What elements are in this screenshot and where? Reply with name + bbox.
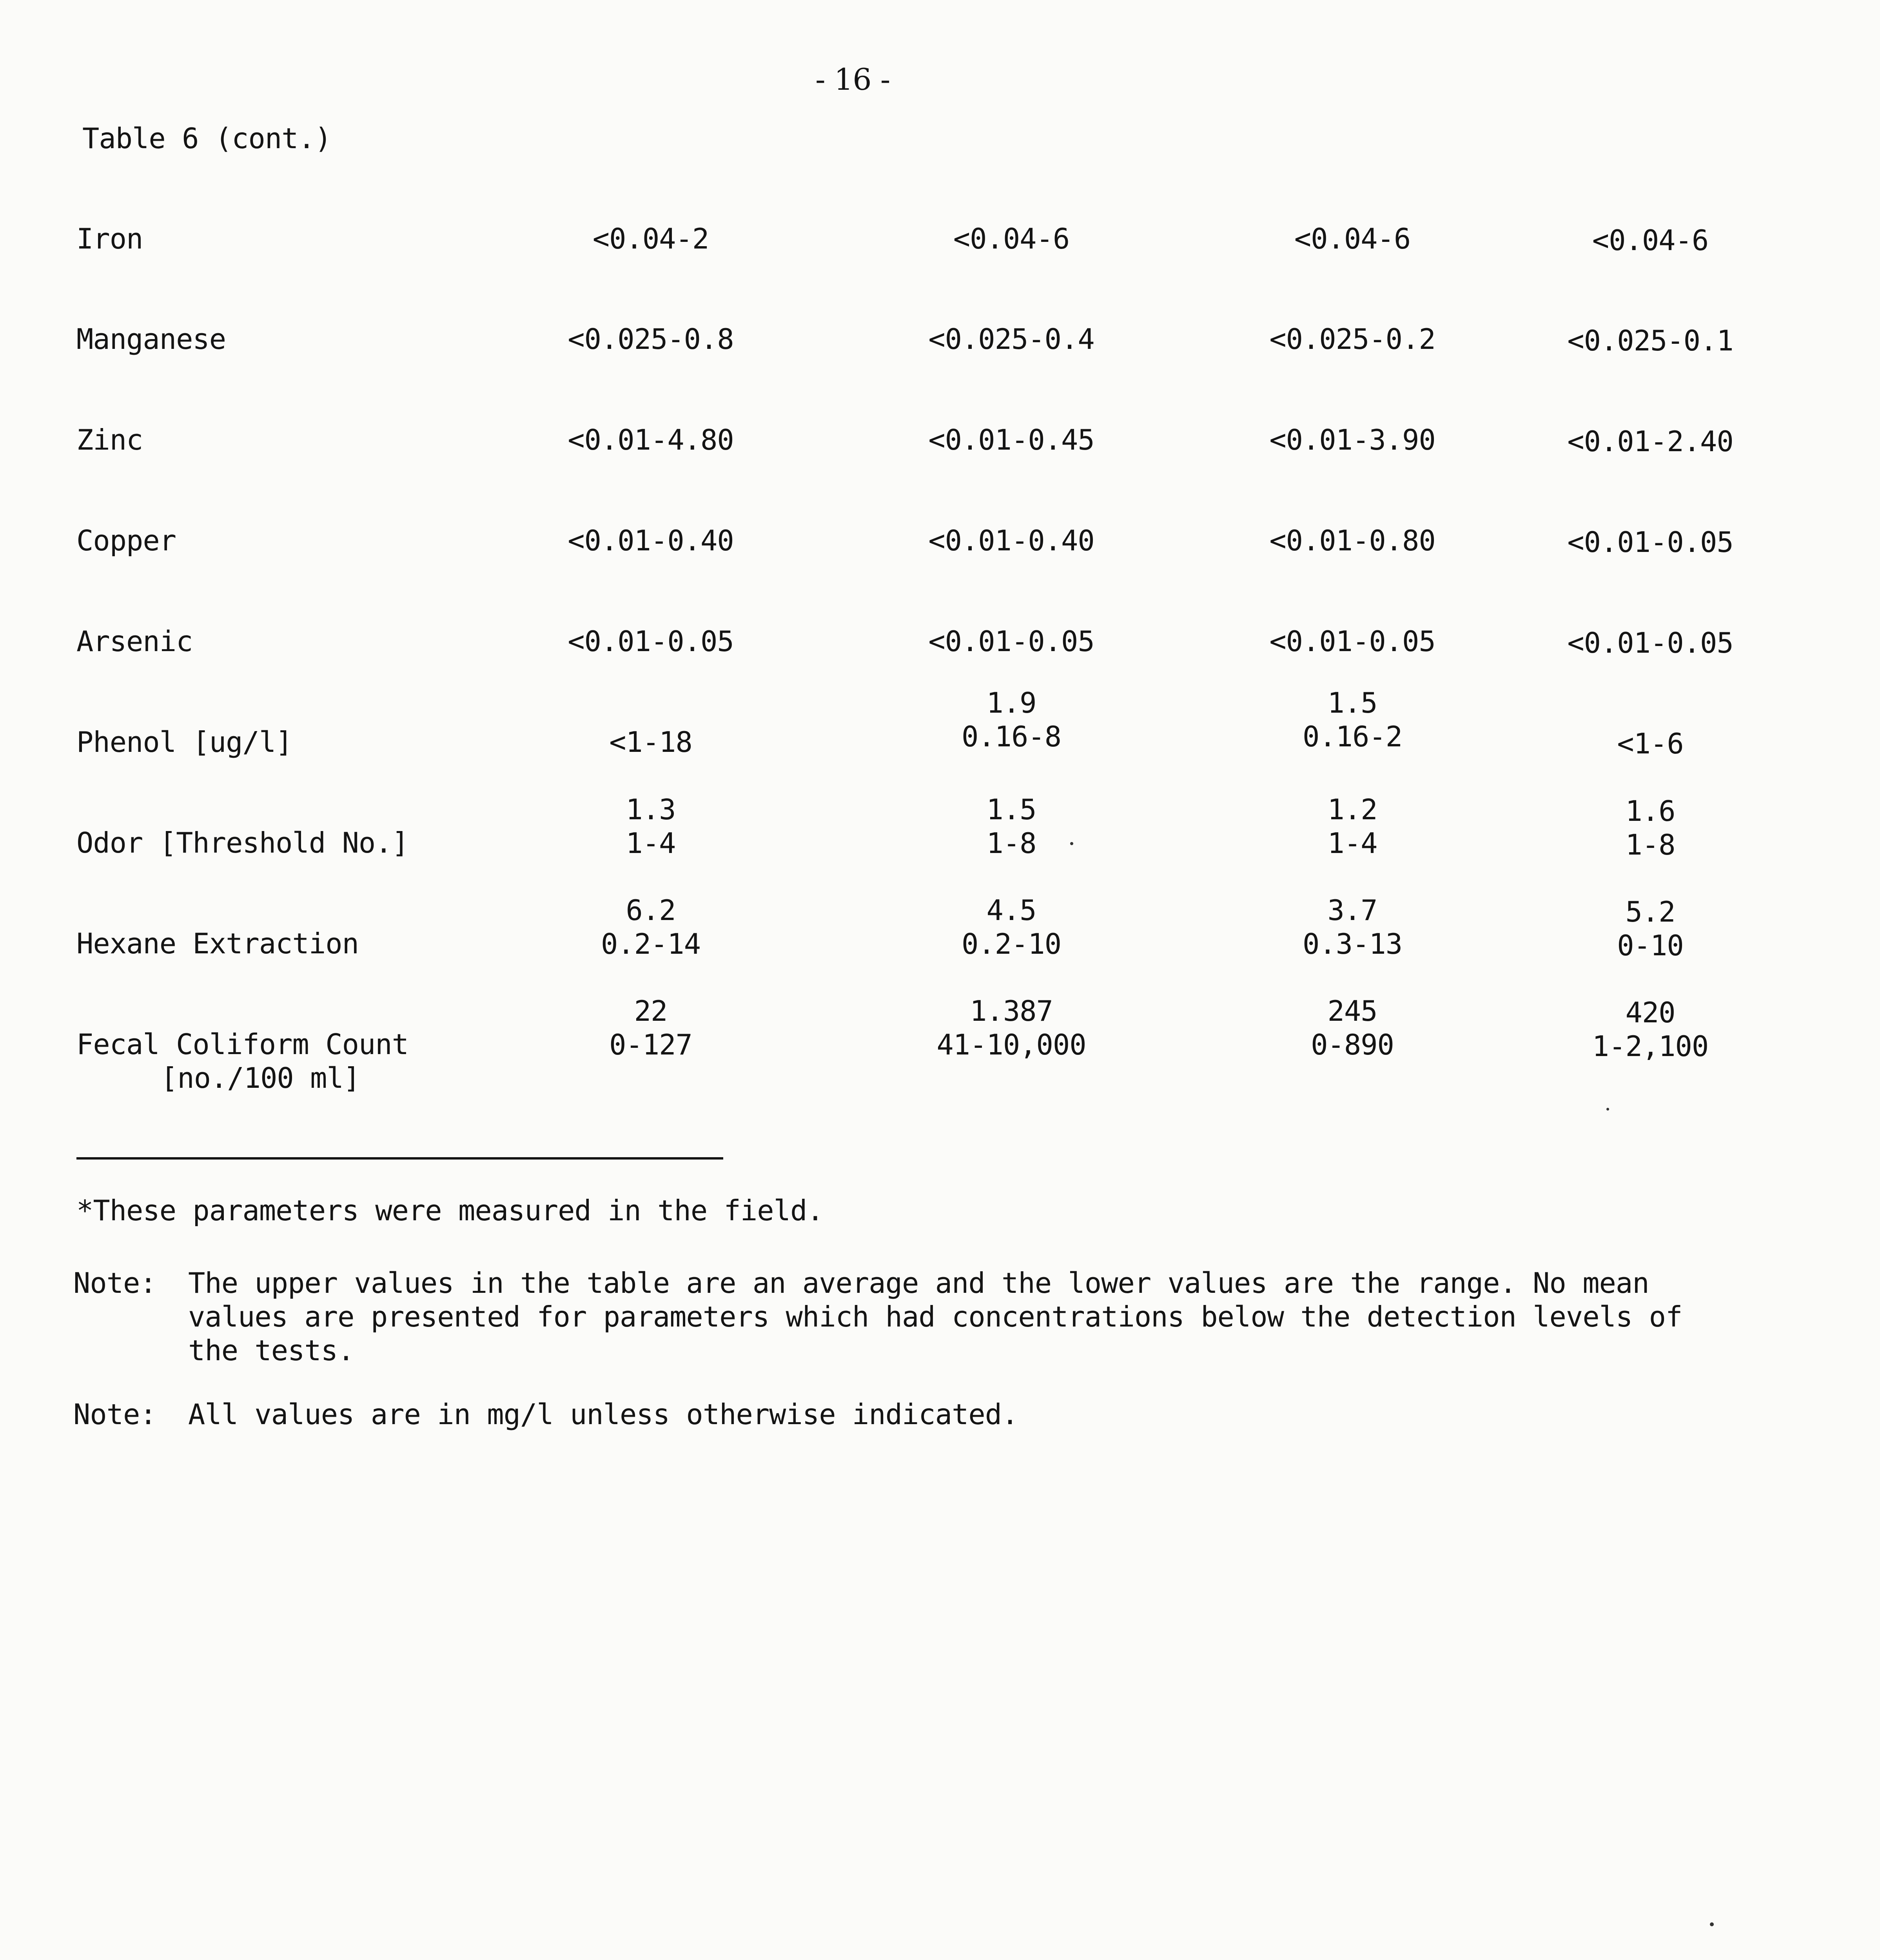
cell-odor-col2-range: 1-8 <box>986 827 1036 860</box>
cell-copper-col2: <0.01-0.40 <box>928 524 1094 557</box>
cell-copper-col3: <0.01-0.80 <box>1269 524 1435 557</box>
cell-hexane-col3 <box>1235 893 1470 961</box>
param-hexane-extraction: Hexane Extraction <box>76 927 359 960</box>
cell-odor-col4 <box>1533 794 1768 862</box>
cell-phenol-col1 <box>533 725 768 759</box>
note-text-1: The upper values in the table are an average and the lower values are the range. No mean values are presented for parameters which had concentrations below the detection levels of the tests. <box>188 1267 1682 1367</box>
cell-phenol-col3-range: 0.16-2 <box>1302 720 1403 753</box>
cell-hexane-col4 <box>1533 895 1768 962</box>
cell-fecal-col3 <box>1235 994 1470 1062</box>
param-copper: Copper <box>76 524 176 557</box>
param-fecal-coliform-unit: [no./100 ml] <box>161 1062 360 1094</box>
cell-arsenic-col1: <0.01-0.05 <box>568 625 734 658</box>
cell-hexane-col1-mean: 6.2 <box>626 894 676 927</box>
cell-zinc-col3: <0.01-3.90 <box>1269 423 1435 456</box>
note-label-1: Note: <box>73 1267 156 1299</box>
cell-fecal-col3-range: 0-890 <box>1311 1028 1394 1061</box>
cell-fecal-col2-range: 41-10,000 <box>936 1028 1086 1061</box>
page-number: - 16 - <box>815 62 890 97</box>
cell-arsenic-col2: <0.01-0.05 <box>928 625 1094 658</box>
cell-fecal-col1-range: 0-127 <box>609 1028 692 1061</box>
cell-odor-col3-range: 1-4 <box>1327 827 1377 860</box>
cell-zinc-col4: <0.01-2.40 <box>1567 425 1733 458</box>
cell-manganese-col4: <0.025-0.1 <box>1567 324 1733 357</box>
cell-odor-col4-range: 1-8 <box>1625 828 1675 861</box>
cell-arsenic-col4: <0.01-0.05 <box>1567 626 1733 659</box>
note-label-2: Note: <box>73 1398 156 1431</box>
cell-phenol-col3-mean: 1.5 <box>1327 686 1377 719</box>
param-phenol: Phenol [ug/l] <box>76 726 292 759</box>
cell-hexane-col2-range: 0.2-10 <box>961 927 1062 960</box>
cell-fecal-col4 <box>1533 996 1768 1063</box>
cell-phenol-col2-range: 0.16-8 <box>961 720 1062 753</box>
cell-fecal-col1-mean: 22 <box>634 995 668 1027</box>
cell-phenol-col3 <box>1235 686 1470 753</box>
cell-hexane-col2 <box>894 893 1129 961</box>
cell-fecal-col4-mean: 420 <box>1625 996 1675 1029</box>
param-iron: Iron <box>76 222 143 255</box>
cell-phenol-col4-range: <1-6 <box>1617 727 1684 760</box>
cell-iron-col3: <0.04-6 <box>1294 222 1411 255</box>
cell-odor-col3-mean: 1.2 <box>1327 793 1377 826</box>
scan-speck <box>1606 1108 1609 1111</box>
cell-copper-col1: <0.01-0.40 <box>568 524 734 557</box>
param-odor: Odor [Threshold No.] <box>76 826 408 859</box>
cell-odor-col2 <box>894 793 1129 860</box>
cell-hexane-col1-range: 0.2-14 <box>601 927 701 960</box>
param-zinc: Zinc <box>76 423 143 456</box>
cell-phenol-col2 <box>894 686 1129 753</box>
cell-hexane-col3-mean: 3.7 <box>1327 894 1377 927</box>
scan-speck <box>1710 1922 1714 1926</box>
cell-manganese-col3: <0.025-0.2 <box>1269 323 1435 356</box>
cell-hexane-col3-range: 0.3-13 <box>1302 927 1403 960</box>
cell-odor-col4-mean: 1.6 <box>1625 795 1675 828</box>
cell-odor-col1-range: 1-4 <box>626 827 676 860</box>
cell-zinc-col2: <0.01-0.45 <box>928 423 1094 456</box>
cell-copper-col4: <0.01-0.05 <box>1567 526 1733 559</box>
cell-iron-col1: <0.04-2 <box>592 222 709 255</box>
table-caption: Table 6 (cont.) <box>82 122 332 155</box>
cell-odor-col3 <box>1235 793 1470 860</box>
cell-hexane-col4-range: 0-10 <box>1617 929 1684 962</box>
cell-iron-col4: <0.04-6 <box>1592 224 1709 257</box>
cell-phenol-col4 <box>1533 727 1768 760</box>
param-arsenic: Arsenic <box>76 625 193 658</box>
cell-manganese-col2: <0.025-0.4 <box>928 323 1094 356</box>
note-text-2: All values are in mg/l unless otherwise indicated. <box>188 1398 1018 1431</box>
footnote-rule <box>76 1157 723 1160</box>
footnote-field-measured: *These parameters were measured in the field. <box>76 1194 824 1227</box>
cell-fecal-col3-mean: 245 <box>1327 995 1377 1027</box>
cell-hexane-col4-mean: 5.2 <box>1625 895 1675 928</box>
cell-odor-col1-mean: 1.3 <box>626 793 676 826</box>
cell-hexane-col1 <box>533 893 768 961</box>
cell-hexane-col2-mean: 4.5 <box>986 894 1036 927</box>
cell-odor-col1 <box>533 793 768 860</box>
param-manganese: Manganese <box>76 323 226 356</box>
cell-fecal-col2-mean: 1.387 <box>970 995 1053 1027</box>
cell-phenol-col1-range: <1-18 <box>609 726 692 759</box>
param-fecal-coliform: Fecal Coliform Count <box>76 1028 408 1061</box>
cell-manganese-col1: <0.025-0.8 <box>568 323 734 356</box>
cell-iron-col2: <0.04-6 <box>953 222 1070 255</box>
scan-speck <box>1070 842 1073 845</box>
cell-fecal-col4-range: 1-2,100 <box>1592 1030 1709 1063</box>
cell-arsenic-col3: <0.01-0.05 <box>1269 625 1435 658</box>
cell-phenol-col2-mean: 1.9 <box>986 686 1036 719</box>
cell-zinc-col1: <0.01-4.80 <box>568 423 734 456</box>
cell-odor-col2-mean: 1.5 <box>986 793 1036 826</box>
cell-fecal-col1 <box>533 994 768 1062</box>
cell-fecal-col2 <box>894 994 1129 1062</box>
